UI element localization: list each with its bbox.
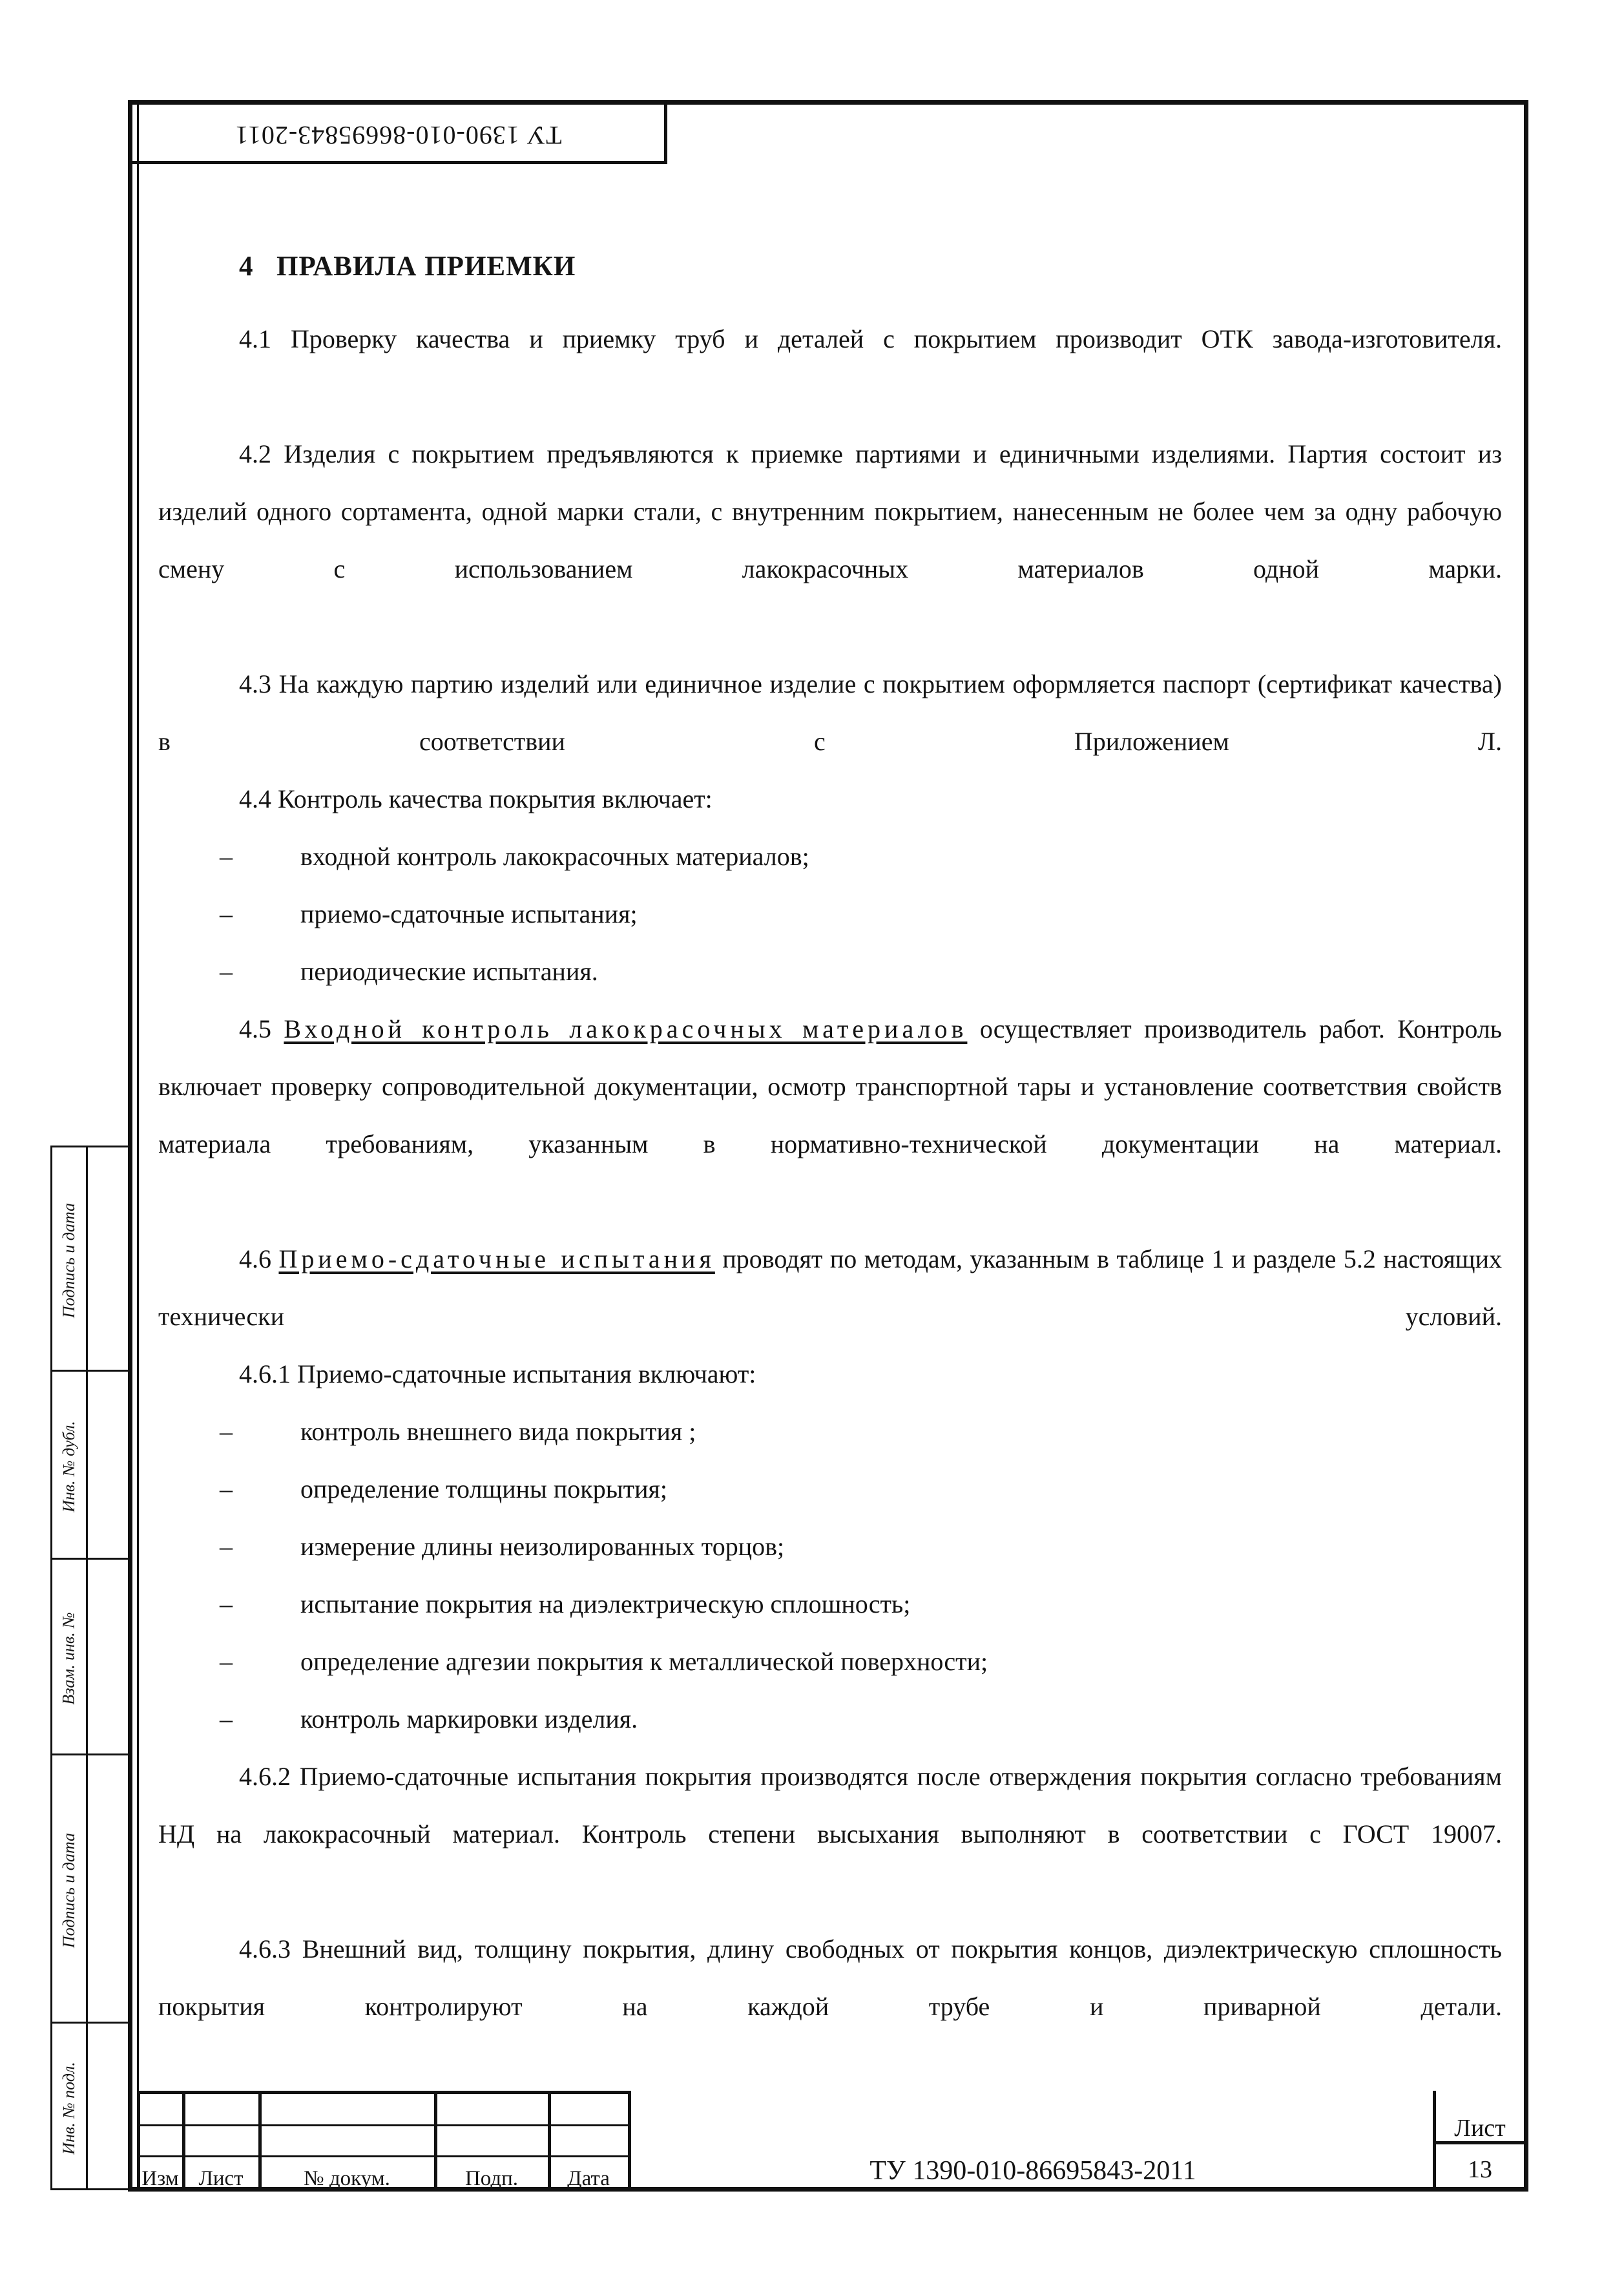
paragraph-4-6-2: 4.6.2 Приемо-сдаточные испытания покрытия производятся после отверждения покрытия согласно требованиям НД на лакокрасочный материал. Контроль степени высыхания выполняют в соответствии с ГОСТ 19007. (158, 1762, 1502, 1848)
paragraph-4-1: 4.1 Проверку качества и приемку труб и деталей с покрытием производит ОТК завода-изготовителя. (239, 324, 1502, 353)
document-code: ТУ 1390-010-86695843-2011 (869, 2156, 1196, 2186)
stamp-header: Изм (141, 2167, 179, 2190)
paragraph-4-6-1: 4.6.1 Приемо-сдаточные испытания включают: (239, 1359, 756, 1388)
stamp-header: Подп. (464, 2167, 519, 2190)
side-cell (50, 1146, 132, 1372)
list-item: – входной контроль лакокрасочных материалов; (220, 842, 809, 871)
list-item: – определение толщины покрытия; (220, 1474, 668, 1503)
side-cell (50, 2022, 132, 2190)
stamp-header: Лист (198, 2167, 244, 2190)
title-block (137, 2091, 1528, 2192)
list-item: – измерение длины неизолированных торцов; (220, 1532, 785, 1561)
paragraph-4-3: 4.3 На каждую партию изделий или единичное изделие с покрытием оформляется паспорт (сертификат качества) в соответствии с Приложением Л. (158, 669, 1502, 756)
frame-inner-line (137, 103, 139, 2187)
side-cell (50, 1753, 132, 2024)
paragraph-4-6: 4.6 Приемо-сдаточные испытания проводят по методам, указанным в таблице 1 и разделе 5.2 настоящих технически условий. (158, 1244, 1503, 1331)
side-label: Подпись и дата (59, 1202, 78, 1319)
list-item: – контроль внешнего вида покрытия ; (220, 1417, 696, 1446)
list-item: – контроль маркировки изделия. (220, 1704, 638, 1733)
list-item: – определение адгезии покрытия к металлической поверхности; (220, 1647, 988, 1676)
stamp-header: Дата (567, 2167, 610, 2190)
side-cell (50, 1558, 132, 1755)
section-heading (239, 251, 576, 282)
top-code-box (132, 105, 667, 164)
side-label: Подпись и дата (59, 1832, 78, 1949)
paragraph-4-5: 4.5 Входной контроль лакокрасочных материалов осуществляет производитель работ. Контроль включает проверку сопроводительной документации, осмотр транспортной тары и установление соответствия свойств материала требованиям, указанным в нормативно-технической документации на материал. (158, 1014, 1502, 1158)
term-incoming-control: Входной контроль лакокрасочных материалов (284, 1014, 968, 1043)
list-item: – периодические испытания. (220, 957, 598, 986)
side-label: Инв. № подл. (59, 2061, 78, 2155)
paragraph-4-4: 4.4 Контроль качества покрытия включает: (239, 784, 713, 813)
top-document-code: ТУ 1390-010-86695843-2011 (234, 121, 562, 150)
side-label: Взам. инв. № (59, 1612, 79, 1705)
stamp-header: № докум. (304, 2167, 390, 2190)
paragraph-4-6-3: 4.6.3 Внешний вид, толщину покрытия, длину свободных от покрытия концов, диэлектрическую сплошность покрытия контролируют на каждой трубе и приварной детали. (158, 1934, 1502, 2021)
side-stamp (50, 1146, 132, 2190)
side-label: Инв. № дубл. (59, 1421, 78, 1513)
term-acceptance-tests: Приемо-сдаточные испытания (278, 1244, 715, 1273)
paragraph-4-2: 4.2 Изделия с покрытием предъявляются к приемке партиями и единичными изделиями. Партия состоит из изделий одного сортамента, одной марки стали, с внутренним покрытием, нанесенным не более чем за одну рабочую смену с использованием лакокрасочных материалов одной марки. (158, 439, 1502, 583)
section-title: ПРАВИЛА ПРИЕМКИ (276, 251, 576, 282)
sheet-number: 13 (1468, 2156, 1492, 2183)
side-cell (50, 1370, 132, 1560)
list-item: – испытание покрытия на диэлектрическую сплошность; (220, 1589, 911, 1618)
sheet-label: Лист (1454, 2115, 1506, 2142)
list-item: – приемо-сдаточные испытания; (220, 899, 638, 928)
section-number: 4 (239, 251, 254, 282)
